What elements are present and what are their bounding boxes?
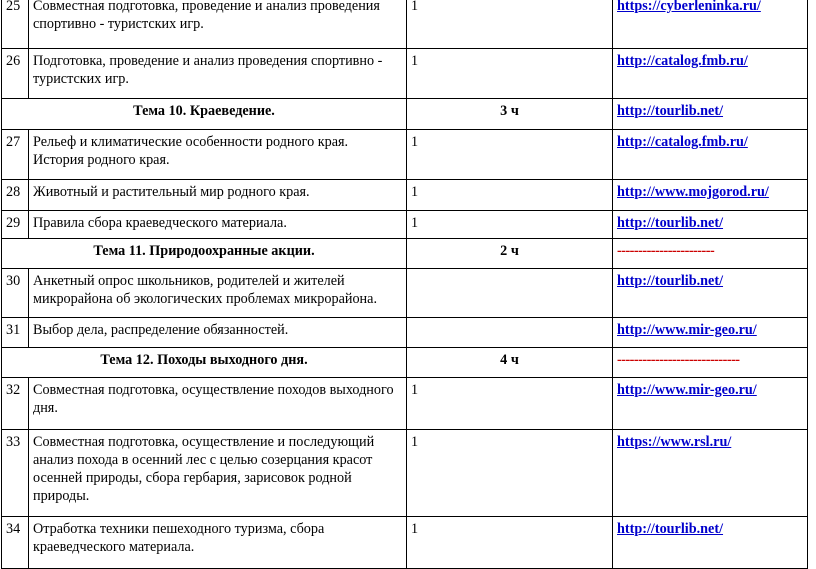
lesson-hours: [407, 318, 613, 348]
lesson-hours: 1: [407, 49, 613, 99]
table-row: [2, 130, 808, 180]
table-row: [2, 0, 808, 49]
table-row: [2, 211, 808, 239]
dash-placeholder: -----------------------------: [617, 352, 740, 368]
resource-link[interactable]: http://www.mir-geo.ru/: [617, 322, 757, 338]
resource-link[interactable]: http://tourlib.net/: [617, 215, 724, 231]
table-row: [2, 430, 808, 517]
lesson-number: 26: [2, 49, 29, 99]
table-row: [2, 517, 808, 569]
lesson-hours: 1: [407, 517, 613, 569]
table-row: [2, 180, 808, 211]
lesson-title: Подготовка, проведение и анализ проведения спортивно - туристских игр.: [29, 49, 407, 99]
topic-hours: 3 ч: [407, 99, 613, 130]
resource-cell: [613, 348, 808, 378]
topic-row: [2, 239, 808, 269]
topic-hours: 4 ч: [407, 348, 613, 378]
lesson-title: Отработка техники пешеходного туризма, сбора краеведческого материала.: [29, 517, 407, 569]
topic-title: Тема 11. Природоохранные акции.: [2, 239, 407, 269]
resource-cell: [613, 269, 808, 318]
lesson-hours: 1: [407, 0, 613, 49]
topic-hours: 2 ч: [407, 239, 613, 269]
resource-link[interactable]: http://tourlib.net/: [617, 521, 724, 537]
resource-link[interactable]: http://www.mir-geo.ru/: [617, 382, 757, 398]
resource-link[interactable]: http://tourlib.net/: [617, 273, 724, 289]
lesson-number: 34: [2, 517, 29, 569]
lesson-hours: 1: [407, 430, 613, 517]
topic-row: [2, 348, 808, 378]
resource-cell: [613, 517, 808, 569]
lesson-number: 27: [2, 130, 29, 180]
resource-cell: [613, 318, 808, 348]
lesson-hours: 1: [407, 130, 613, 180]
resource-link[interactable]: http://tourlib.net/: [617, 103, 724, 119]
dash-placeholder: -----------------------: [617, 243, 715, 259]
resource-cell: [613, 211, 808, 239]
resource-cell: [613, 180, 808, 211]
lesson-number: 29: [2, 211, 29, 239]
resource-cell: [613, 239, 808, 269]
table-row: [2, 49, 808, 99]
lesson-hours: 1: [407, 211, 613, 239]
resource-cell: [613, 378, 808, 430]
resource-cell: [613, 99, 808, 130]
topic-title: Тема 12. Походы выходного дня.: [2, 348, 407, 378]
resource-cell: [613, 49, 808, 99]
resource-cell: [613, 430, 808, 517]
table-row: [2, 378, 808, 430]
table-row: [2, 318, 808, 348]
resource-link[interactable]: http://www.mojgorod.ru/: [617, 184, 769, 200]
lesson-title: Правила сбора краеведческого материала.: [29, 211, 407, 239]
resource-cell: [613, 0, 808, 49]
lesson-title: Совместная подготовка, проведение и анализ проведения спортивно - туристских игр.: [29, 0, 407, 49]
lesson-number: 30: [2, 269, 29, 318]
curriculum-table: [1, 0, 808, 569]
resource-link[interactable]: http://catalog.fmb.ru/: [617, 53, 748, 69]
lesson-hours: 1: [407, 378, 613, 430]
lesson-number: 33: [2, 430, 29, 517]
lesson-number: 32: [2, 378, 29, 430]
lesson-title: Совместная подготовка, осуществление походов выходного дня.: [29, 378, 407, 430]
resource-link[interactable]: http://catalog.fmb.ru/: [617, 134, 748, 150]
lesson-title: Животный и растительный мир родного края.: [29, 180, 407, 211]
lesson-title: Рельеф и климатические особенности родного края. История родного края.: [29, 130, 407, 180]
lesson-title: Выбор дела, распределение обязанностей.: [29, 318, 407, 348]
topic-row: [2, 99, 808, 130]
topic-title: Тема 10. Краеведение.: [2, 99, 407, 130]
lesson-title: Совместная подготовка, осуществление и последующий анализ похода в осенний лес с целью созерцания красот осенней природы, сбора гербария, зарисовок родной природы.: [29, 430, 407, 517]
resource-link[interactable]: https://www.rsl.ru/: [617, 434, 732, 450]
lesson-number: 31: [2, 318, 29, 348]
lesson-title: Анкетный опрос школьников, родителей и жителей микрорайона об экологических проблемах микрорайона.: [29, 269, 407, 318]
lesson-hours: 1: [407, 180, 613, 211]
table-row: [2, 269, 808, 318]
resource-cell: [613, 130, 808, 180]
lesson-hours: [407, 269, 613, 318]
lesson-number: 25: [2, 0, 29, 49]
resource-link[interactable]: https://cyberleninka.ru/: [617, 0, 761, 14]
lesson-number: 28: [2, 180, 29, 211]
